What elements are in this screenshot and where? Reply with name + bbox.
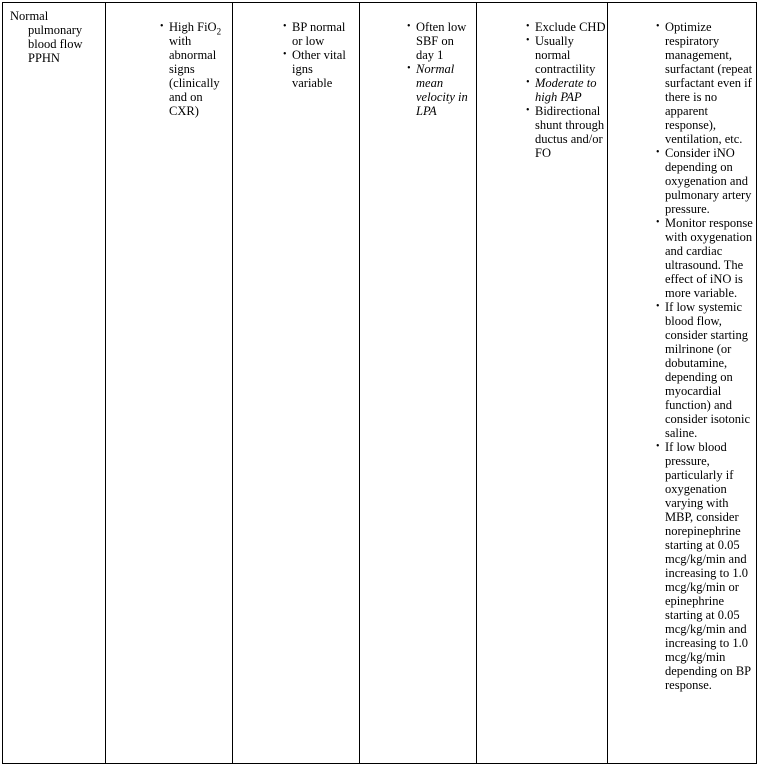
condition-line: PPHN	[28, 51, 60, 65]
condition-line: Normal	[10, 9, 49, 23]
list-item: • Normal mean velocity in LPA	[407, 62, 475, 118]
condition-label	[10, 9, 83, 65]
list-item: • Moderate to high PAP	[526, 76, 606, 104]
condition-line: pulmonary	[28, 23, 83, 37]
list-item: • Bidirectional shunt through ductus and/or FO	[526, 104, 606, 160]
cell-echo	[477, 3, 607, 763]
cell-vitals	[233, 3, 359, 763]
item-text: High FiO	[169, 20, 217, 34]
clinical-list	[160, 20, 224, 118]
echo-list	[526, 20, 606, 160]
list-item: • Consider iNO depending on oxygenation and pulmonary artery pressure.	[656, 146, 754, 216]
management-list	[656, 20, 754, 692]
list-item: • Monitor response with oxygenation and cardiac ultrasound. The effect of iNO is more variable.	[656, 216, 754, 300]
list-item: • Exclude CHD	[526, 20, 606, 34]
cell-management	[608, 3, 758, 763]
list-item: • Other vital igns variable	[283, 48, 355, 90]
cell-condition	[3, 3, 105, 763]
list-item: • Often low SBF on day 1	[407, 20, 475, 62]
condition-line: blood flow	[28, 37, 83, 51]
list-item: • Usually normal contractility	[526, 34, 606, 76]
doppler-list	[407, 20, 475, 118]
vitals-list	[283, 20, 355, 90]
list-item: • If low systemic blood flow, consider starting milrinone (or dobutamine, depending on myocardial function) and consider isotonic saline.	[656, 300, 754, 440]
list-item: • Optimize respiratory management, surfactant (repeat surfactant even if there is no apparent response), ventilation, etc.	[656, 20, 754, 146]
item-text: with abnormal signs (clinically and on CXR)	[169, 34, 220, 118]
list-item: • BP normal or low	[283, 20, 355, 48]
table-row	[2, 2, 757, 764]
cell-clinical	[106, 3, 232, 763]
list-item: • If low blood pressure, particularly if oxygenation varying with MBP, consider norepinephrine starting at 0.05 mcg/kg/min and increasing to 1.0 mcg/kg/min or epinephrine starting at 0.05 mcg/kg/min and increasing to 1.0 mcg/kg/min depending on BP response.	[656, 440, 754, 692]
list-item	[160, 20, 224, 118]
cell-doppler	[360, 3, 476, 763]
subscript: 2	[216, 26, 222, 37]
